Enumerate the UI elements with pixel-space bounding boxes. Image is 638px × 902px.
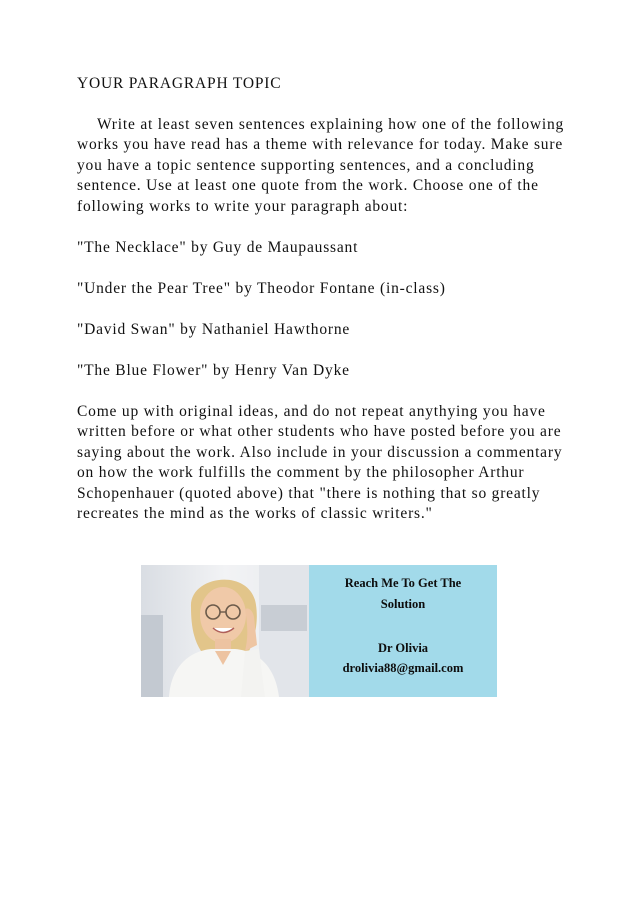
contact-email[interactable]: drolivia88@gmail.com bbox=[342, 661, 464, 675]
contact-info bbox=[309, 565, 497, 697]
page-title: YOUR PARAGRAPH TOPIC bbox=[77, 75, 282, 92]
work-item: "The Necklace" by Guy de Maupaussant bbox=[77, 238, 359, 256]
work-item: "Under the Pear Tree" by Theodor Fontane (in-class) bbox=[77, 279, 446, 297]
contact-name: Dr Olivia bbox=[377, 641, 429, 655]
work-item: "The Blue Flower" by Henry Van Dyke bbox=[77, 361, 350, 379]
contact-banner bbox=[141, 565, 497, 697]
instructions-paragraph: Write at least seven sentences explaining how one of the following works you have read has a theme with relevance for today. Make sure you have a topic sentence supporting sentences, and a concluding sentence. Use at least one quote from the work. Choose one of the following works to write your paragraph about: bbox=[77, 115, 565, 215]
ad-line-1: Reach Me To Get The bbox=[344, 576, 462, 590]
tutor-photo bbox=[141, 565, 309, 697]
assignment-text bbox=[77, 74, 567, 525]
ad-line-2: Solution bbox=[380, 597, 426, 611]
work-item: "David Swan" by Nathaniel Hawthorne bbox=[77, 320, 351, 338]
closing-paragraph: Come up with original ideas, and do not repeat anythying you have written before or what other students who have posted before you are saying about the work. Also include in your discussion a commentary on how the work fulfills the comment by the philosopher Arthur Schopenhauer (quoted above) that "there is nothing that so greatly recreates the mind as the works of classic writers." bbox=[77, 402, 563, 522]
